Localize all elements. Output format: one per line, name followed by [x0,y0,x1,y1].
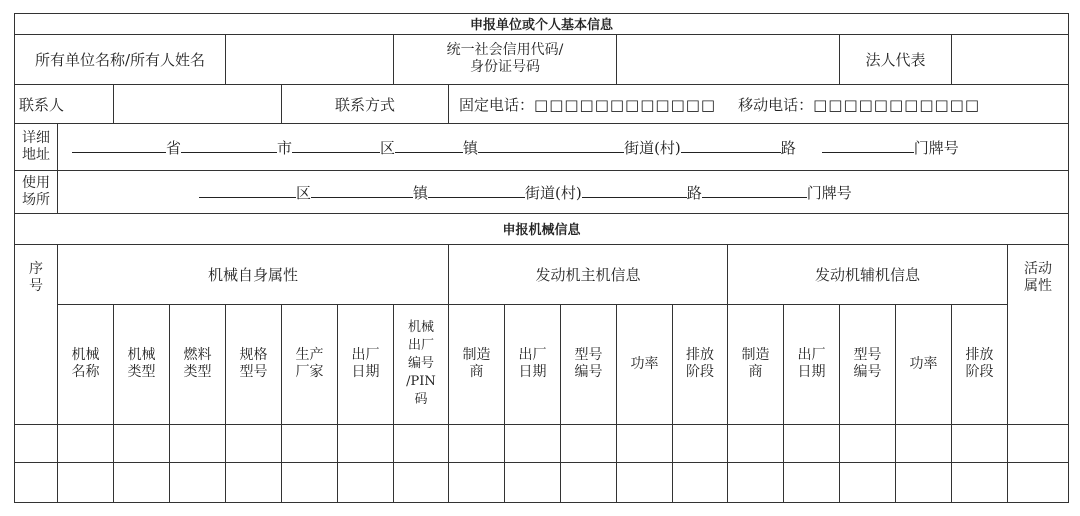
col-text: 功率 [909,355,938,372]
col-text: 制造 [741,347,770,364]
col-text: /PIN [406,374,436,390]
table-cell[interactable] [226,424,282,462]
col-text: 类型 [127,364,156,381]
door-suffix: 门牌号 [913,138,959,157]
table-cell[interactable] [561,462,617,502]
legal-rep-input[interactable] [952,34,1069,84]
col-text: 日期 [518,364,547,381]
table-cell[interactable] [1008,424,1069,462]
table-cell[interactable] [338,424,394,462]
table-cell[interactable] [282,424,338,462]
table-cell[interactable] [896,424,952,462]
col-text: 制造 [462,347,491,364]
table-cell[interactable] [170,462,226,502]
machinery-declaration-form [14,13,1069,503]
contact-person-input[interactable] [114,85,282,124]
fixed-phone-label: 固定电话： [459,95,535,114]
table-cell[interactable] [1008,462,1069,502]
activity-header-line1: 活动 [1024,260,1053,277]
col-text: 商 [469,364,484,381]
col-text: 码 [414,392,428,408]
col-aux-power [896,305,952,424]
machinery-section-title: 申报机械信息 [15,213,1069,244]
table-cell[interactable] [784,462,840,502]
col-text: 商 [748,364,763,381]
fixed-phone-boxes[interactable]: □□□□□□□□□□□□ [534,95,717,114]
col-text: 出厂 [797,347,826,364]
site-town-suffix: 镇 [413,183,429,202]
col-text: 功率 [630,355,659,372]
table-cell[interactable] [170,424,226,462]
col-machine-type [114,305,170,424]
activity-header [1008,244,1069,424]
table-cell[interactable] [505,424,561,462]
col-text: 生产 [295,347,324,364]
street-suffix: 街道(村) [624,138,681,157]
table-cell[interactable] [114,424,170,462]
main-engine-header: 发动机主机信息 [449,244,728,305]
col-text: 机械 [407,320,434,336]
owner-name-input[interactable] [226,34,394,84]
site-door-blank[interactable] [702,183,807,198]
table-cell[interactable] [15,462,58,502]
col-text: 出厂 [518,347,547,364]
table-cell[interactable] [840,462,896,502]
col-text: 日期 [797,364,826,381]
table-cell[interactable] [15,424,58,462]
aux-engine-header: 发动机辅机信息 [728,244,1008,305]
table-cell[interactable] [617,424,673,462]
col-aux-date [784,305,840,424]
col-text: 机械 [71,347,100,364]
door-blank[interactable] [822,138,914,153]
table-cell[interactable] [896,462,952,502]
table-cell[interactable] [338,462,394,502]
col-text: 编号 [407,356,434,372]
site-label-line1: 使用 [22,175,50,192]
col-main-model [561,305,617,424]
district-suffix: 区 [380,138,396,157]
col-pin-code [394,305,449,424]
col-manufacturer [282,305,338,424]
province-suffix: 省 [166,138,182,157]
road-suffix: 路 [780,138,796,157]
table-cell[interactable] [840,424,896,462]
col-main-date [505,305,561,424]
mobile-phone-boxes[interactable]: □□□□□□□□□□□ [813,95,981,114]
col-text: 阶段 [686,364,714,381]
col-text: 规格 [239,347,268,364]
street-blank[interactable] [478,138,624,153]
table-cell[interactable] [561,424,617,462]
col-text: 出厂 [407,338,434,354]
col-spec-model [226,305,282,424]
seq-header [15,244,58,424]
phone-row [449,85,1069,124]
col-text: 类型 [183,364,212,381]
col-text: 排放 [965,347,994,364]
site-label [15,171,58,213]
site-town-blank[interactable] [311,183,413,198]
table-cell[interactable] [58,424,114,462]
city-suffix: 市 [277,138,293,157]
address-label-line1: 详细 [22,130,50,147]
applicant-section-title: 申报单位或个人基本信息 [15,14,1069,35]
town-blank[interactable] [395,138,463,153]
owner-name-label: 所有单位名称/所有人姓名 [15,34,226,84]
table-cell[interactable] [394,462,449,502]
table-cell[interactable] [449,424,505,462]
col-text: 厂家 [295,364,324,381]
table-cell[interactable] [617,462,673,502]
district-blank[interactable] [292,138,380,153]
col-factory-date [338,305,394,424]
site-district-blank[interactable] [199,183,296,198]
table-cell[interactable] [394,424,449,462]
table-cell[interactable] [114,462,170,502]
col-main-maker [449,305,505,424]
col-aux-maker [728,305,784,424]
table-cell[interactable] [449,462,505,502]
col-fuel-type [170,305,226,424]
city-blank[interactable] [181,138,277,153]
col-text: 型号 [574,347,603,364]
contact-method-label: 联系方式 [282,85,449,124]
table-cell[interactable] [784,424,840,462]
table-cell[interactable] [226,462,282,502]
col-text: 阶段 [965,364,994,381]
col-aux-model [840,305,896,424]
credit-code-input[interactable] [617,34,840,84]
table-cell[interactable] [952,424,1008,462]
table-cell[interactable] [282,462,338,502]
col-text: 出厂 [351,347,380,364]
site-road-blank[interactable] [582,183,687,198]
table-cell[interactable] [728,462,784,502]
col-text: 燃料 [183,347,212,364]
col-text: 型号 [853,347,882,364]
site-fields [58,171,1069,213]
address-label [15,124,58,171]
self-attr-header: 机械自身属性 [58,244,449,305]
activity-header-line2: 属性 [1024,277,1053,294]
col-text: 排放 [686,347,714,364]
credit-code-label-line1: 统一社会信用代码/ [446,42,564,59]
seq-header-line2: 号 [29,277,43,294]
seq-header-line1: 序 [29,260,43,277]
table-cell[interactable] [673,424,728,462]
legal-rep-label: 法人代表 [840,34,952,84]
site-street-suffix: 街道(村) [525,183,582,202]
col-aux-stage [952,305,1008,424]
address-fields [58,124,1069,171]
col-main-stage [673,305,728,424]
site-district-suffix: 区 [296,183,312,202]
col-main-power [617,305,673,424]
col-text: 编号 [853,364,882,381]
col-text: 编号 [574,364,603,381]
col-text: 日期 [351,364,380,381]
road-blank[interactable] [681,138,781,153]
province-blank[interactable] [72,138,166,153]
site-road-suffix: 路 [686,183,702,202]
contact-person-label: 联系人 [15,85,114,124]
town-suffix: 镇 [463,138,479,157]
table-cell[interactable] [728,424,784,462]
col-machine-name [58,305,114,424]
site-street-blank[interactable] [428,183,525,198]
table-row [15,424,1069,462]
credit-code-label-line2: 身份证号码 [470,59,540,76]
table-row [15,462,1069,502]
site-label-line2: 场所 [22,192,50,209]
credit-code-label [394,34,617,84]
col-text: 型号 [239,364,268,381]
table-cell[interactable] [505,462,561,502]
table-cell[interactable] [673,462,728,502]
col-text: 机械 [127,347,156,364]
table-cell[interactable] [58,462,114,502]
site-door-suffix: 门牌号 [806,183,852,202]
table-cell[interactable] [952,462,1008,502]
mobile-phone-label: 移动电话： [738,95,814,114]
address-label-line2: 地址 [22,147,50,164]
col-text: 名称 [71,364,100,381]
